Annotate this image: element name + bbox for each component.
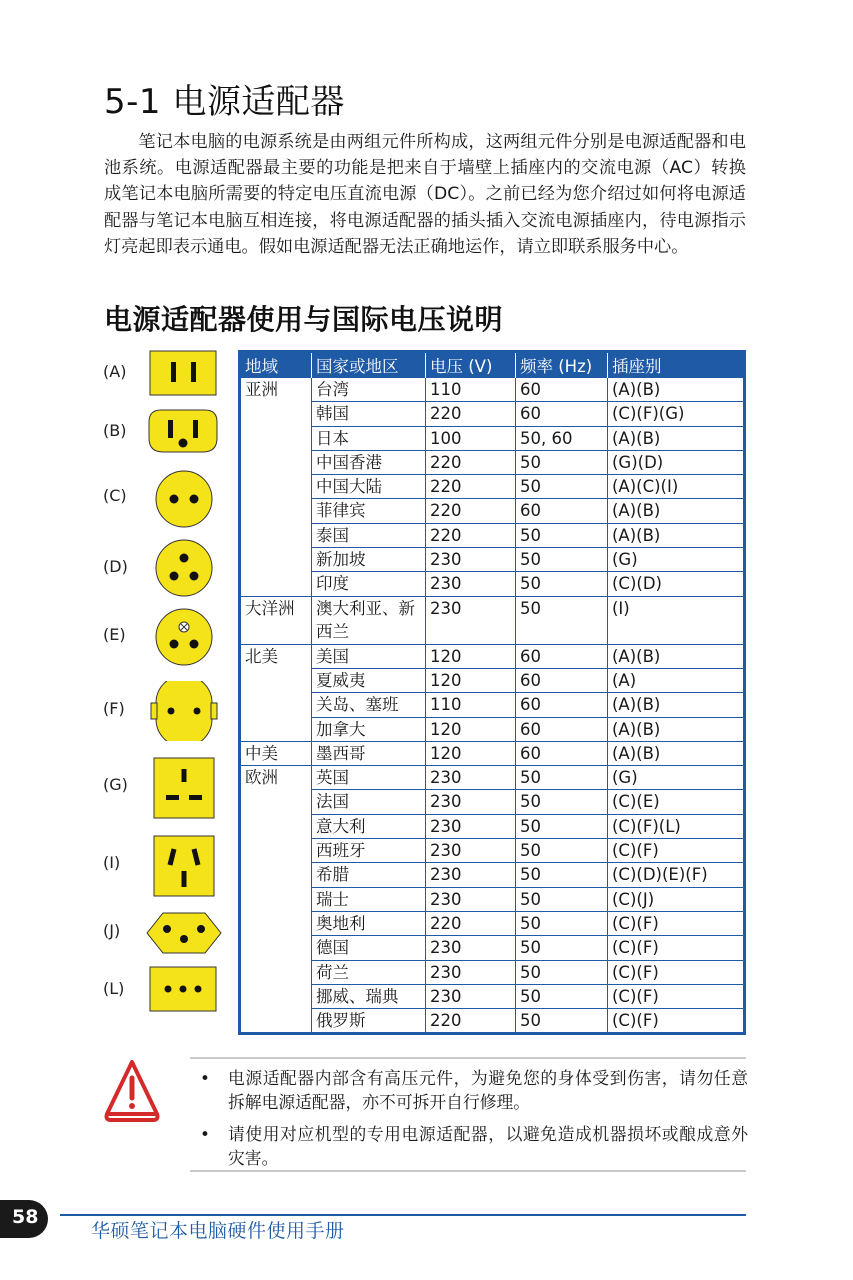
table-cell-socket: (A)(B) [608, 378, 745, 402]
table-row [240, 790, 745, 814]
table-cell-region: 北美 [240, 644, 312, 741]
table-cell-socket: (C)(F) [608, 936, 745, 960]
table-cell-voltage: 220 [426, 402, 516, 426]
table-cell-country: 中国大陆 [312, 475, 426, 499]
table-cell-socket: (G)(D) [608, 450, 745, 474]
table-cell-socket: (A)(B) [608, 644, 745, 668]
table-cell-country: 荷兰 [312, 960, 426, 984]
table-cell-country: 西班牙 [312, 839, 426, 863]
table-cell-frequency: 50 [516, 839, 608, 863]
plug-d-icon [155, 539, 213, 597]
table-cell-socket: (C)(F) [608, 1009, 745, 1034]
table-cell-region: 大洋洲 [240, 596, 312, 644]
table-cell-voltage: 120 [426, 741, 516, 765]
table-row [240, 668, 745, 692]
table-cell-socket: (A)(B) [608, 426, 745, 450]
table-cell-country: 意大利 [312, 814, 426, 838]
table-cell-country: 挪威、瑞典 [312, 984, 426, 1008]
table-row [240, 450, 745, 474]
plug-i-icon [153, 835, 215, 897]
table-cell-voltage: 110 [426, 378, 516, 402]
warning-top-rule [190, 1057, 746, 1059]
table-row [240, 475, 745, 499]
table-row [240, 378, 745, 402]
table-cell-voltage: 230 [426, 814, 516, 838]
table-cell-socket: (A)(B) [608, 499, 745, 523]
table-row [240, 839, 745, 863]
table-cell-voltage: 220 [426, 911, 516, 935]
table-cell-socket: (I) [608, 596, 745, 644]
table-row [240, 911, 745, 935]
table-row [240, 426, 745, 450]
table-cell-country: 韩国 [312, 402, 426, 426]
intro-paragraph: 笔记本电脑的电源系统是由两组元件所构成，这两组元件分别是电源适配器和电池系统。电源适配器最主要的功能是把来自于墙壁上插座内的交流电源（AC）转换成笔记本电脑所需要的特定电压直流电源（DC）。之前已经为您介绍过如何将电源适配器与笔记本电脑互相连接，将电源适配器的插头插入交流电源插座内，待电源指示灯亮起即表示通电。假如电源适配器无法正确地运作，请立即联系服务中心。 [104, 132, 746, 257]
table-cell-frequency: 50, 60 [516, 426, 608, 450]
table-cell-voltage: 230 [426, 887, 516, 911]
table-cell-socket: (C)(J) [608, 887, 745, 911]
plug-label-d: (D) [103, 557, 128, 576]
header-frequency: 频率 (Hz) [516, 352, 608, 378]
table-cell-frequency: 50 [516, 960, 608, 984]
table-cell-socket: (C)(D)(E)(F) [608, 863, 745, 887]
table-row [240, 499, 745, 523]
table-cell-country: 奥地利 [312, 911, 426, 935]
table-cell-country: 法国 [312, 790, 426, 814]
table-cell-country: 新加坡 [312, 548, 426, 572]
plug-a-icon [149, 350, 217, 396]
table-cell-country: 夏威夷 [312, 668, 426, 692]
table-cell-country: 俄罗斯 [312, 1009, 426, 1034]
plug-j-icon [145, 910, 223, 956]
plug-label-f: (F) [103, 699, 125, 718]
plug-label-b: (B) [103, 421, 127, 440]
table-cell-socket: (A)(B) [608, 717, 745, 741]
table-cell-country: 墨西哥 [312, 741, 426, 765]
table-cell-region: 欧洲 [240, 766, 312, 1034]
table-cell-voltage: 220 [426, 475, 516, 499]
page-number: 58 [12, 1206, 39, 1228]
table-cell-country: 加拿大 [312, 717, 426, 741]
table-cell-country: 印度 [312, 572, 426, 596]
table-cell-voltage: 230 [426, 790, 516, 814]
table-cell-frequency: 50 [516, 548, 608, 572]
plug-label-l: (L) [103, 979, 125, 998]
table-cell-voltage: 230 [426, 863, 516, 887]
table-cell-voltage: 220 [426, 499, 516, 523]
table-row [240, 548, 745, 572]
table-cell-frequency: 60 [516, 668, 608, 692]
table-cell-frequency: 60 [516, 378, 608, 402]
warning-list [200, 1066, 748, 1178]
table-row [240, 960, 745, 984]
table-cell-country: 泰国 [312, 523, 426, 547]
table-row [240, 644, 745, 668]
table-cell-frequency: 60 [516, 402, 608, 426]
table-cell-socket: (G) [608, 766, 745, 790]
table-row [240, 741, 745, 765]
table-cell-frequency: 50 [516, 887, 608, 911]
table-cell-voltage: 220 [426, 450, 516, 474]
table-cell-country: 中国香港 [312, 450, 426, 474]
table-cell-country: 德国 [312, 936, 426, 960]
table-cell-frequency: 50 [516, 814, 608, 838]
table-cell-voltage: 230 [426, 572, 516, 596]
warning-bottom-rule [190, 1170, 746, 1172]
plug-e-icon [155, 608, 213, 666]
table-row [240, 693, 745, 717]
plug-b-icon [147, 408, 219, 454]
table-cell-voltage: 230 [426, 984, 516, 1008]
table-cell-frequency: 50 [516, 911, 608, 935]
table-row [240, 1009, 745, 1034]
table-cell-socket: (A)(C)(I) [608, 475, 745, 499]
warning-text-2: 请使用对应机型的专用电源适配器，以避免造成机器损坏或酿成意外灾害。 [228, 1124, 748, 1168]
bullet: • [200, 1124, 210, 1144]
table-cell-country: 澳大利亚、新西兰 [312, 596, 426, 644]
table-row [240, 814, 745, 838]
page-title: 5-1 电源适配器 [104, 82, 345, 122]
table-cell-voltage: 220 [426, 1009, 516, 1034]
table-row [240, 936, 745, 960]
footer-book-title: 华硕笔记本电脑硬件使用手册 [91, 1220, 345, 1242]
table-cell-frequency: 50 [516, 790, 608, 814]
table-cell-frequency: 50 [516, 572, 608, 596]
table-cell-socket: (A) [608, 668, 745, 692]
table-cell-socket: (A)(B) [608, 523, 745, 547]
table-cell-socket: (G) [608, 548, 745, 572]
warning-text-1: 电源适配器内部含有高压元件，为避免您的身体受到伤害，请勿任意拆解电源适配器，亦不可拆开自行修理。 [228, 1068, 748, 1112]
table-cell-voltage: 230 [426, 548, 516, 572]
table-row [240, 766, 745, 790]
table-cell-socket: (C)(D) [608, 572, 745, 596]
table-cell-voltage: 220 [426, 523, 516, 547]
table-cell-frequency: 50 [516, 523, 608, 547]
warning-item [200, 1066, 748, 1114]
warning-triangle-icon [103, 1058, 161, 1124]
table-cell-socket: (C)(F) [608, 911, 745, 935]
table-cell-voltage: 230 [426, 766, 516, 790]
table-cell-frequency: 60 [516, 693, 608, 717]
table-cell-socket: (C)(F) [608, 960, 745, 984]
table-cell-frequency: 50 [516, 475, 608, 499]
table-cell-frequency: 50 [516, 863, 608, 887]
plug-label-a: (A) [103, 362, 127, 381]
plug-label-j: (J) [103, 921, 121, 940]
plug-g-icon [153, 757, 215, 819]
table-cell-socket: (C)(F) [608, 839, 745, 863]
table-cell-voltage: 230 [426, 596, 516, 644]
table-cell-voltage: 230 [426, 936, 516, 960]
table-cell-voltage: 230 [426, 839, 516, 863]
table-row [240, 984, 745, 1008]
table-cell-voltage: 230 [426, 960, 516, 984]
table-cell-socket: (A)(B) [608, 741, 745, 765]
table-cell-voltage: 120 [426, 717, 516, 741]
table-cell-voltage: 120 [426, 644, 516, 668]
header-socket: 插座别 [608, 352, 745, 378]
plug-f-icon [149, 681, 219, 741]
table-cell-region: 中美 [240, 741, 312, 765]
bullet: • [200, 1068, 210, 1088]
table-row [240, 572, 745, 596]
table-row [240, 596, 745, 644]
table-row [240, 887, 745, 911]
header-voltage: 电压 (V) [426, 352, 516, 378]
table-cell-country: 美国 [312, 644, 426, 668]
table-cell-voltage: 120 [426, 668, 516, 692]
table-cell-country: 菲律宾 [312, 499, 426, 523]
table-cell-socket: (A)(B) [608, 693, 745, 717]
table-cell-socket: (C)(E) [608, 790, 745, 814]
table-cell-frequency: 60 [516, 741, 608, 765]
voltage-table [238, 350, 746, 1035]
table-cell-socket: (C)(F)(L) [608, 814, 745, 838]
table-cell-socket: (C)(F) [608, 984, 745, 1008]
table-cell-frequency: 60 [516, 499, 608, 523]
table-cell-country: 台湾 [312, 378, 426, 402]
table-row [240, 523, 745, 547]
table-row [240, 402, 745, 426]
table-cell-frequency: 50 [516, 450, 608, 474]
plug-c-icon [155, 470, 213, 528]
table-cell-frequency: 50 [516, 936, 608, 960]
table-cell-frequency: 50 [516, 596, 608, 644]
plug-label-e: (E) [103, 625, 126, 644]
plug-label-c: (C) [103, 486, 127, 505]
table-cell-country: 希腊 [312, 863, 426, 887]
table-cell-frequency: 60 [516, 717, 608, 741]
plug-label-i: (I) [103, 853, 121, 872]
warning-item [200, 1122, 748, 1170]
table-cell-country: 日本 [312, 426, 426, 450]
table-cell-frequency: 50 [516, 1009, 608, 1034]
table-cell-frequency: 50 [516, 984, 608, 1008]
table-cell-country: 瑞士 [312, 887, 426, 911]
table-row [240, 863, 745, 887]
table-cell-frequency: 60 [516, 644, 608, 668]
table-row [240, 717, 745, 741]
plug-label-g: (G) [103, 775, 128, 794]
table-cell-region: 亚洲 [240, 378, 312, 597]
table-header-row [240, 352, 745, 378]
table-cell-frequency: 50 [516, 766, 608, 790]
section-subtitle: 电源适配器使用与国际电压说明 [104, 303, 504, 336]
table-cell-socket: (C)(F)(G) [608, 402, 745, 426]
table-cell-voltage: 110 [426, 693, 516, 717]
header-country: 国家或地区 [312, 352, 426, 378]
header-region: 地域 [240, 352, 312, 378]
table-cell-country: 英国 [312, 766, 426, 790]
plug-l-icon [149, 966, 217, 1012]
table-cell-voltage: 100 [426, 426, 516, 450]
table-cell-country: 关岛、塞班 [312, 693, 426, 717]
